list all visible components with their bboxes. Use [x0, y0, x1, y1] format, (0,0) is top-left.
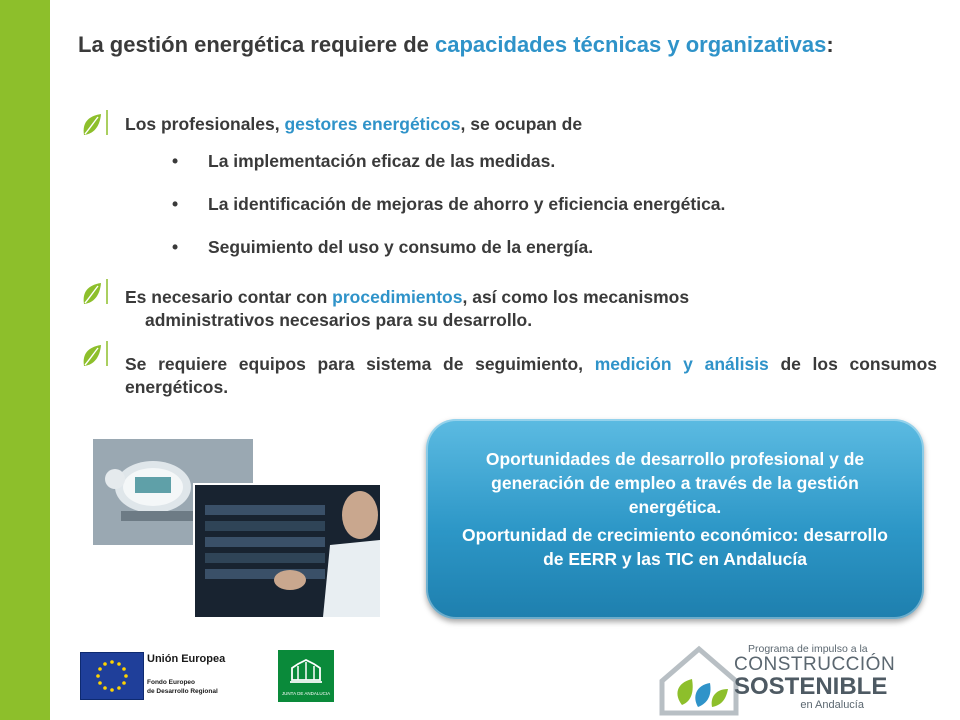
leaf-icon	[80, 276, 110, 306]
leaf-icon	[80, 338, 110, 368]
bullet-icon: •	[172, 151, 179, 171]
eu-logo-text	[147, 652, 257, 696]
bullet-icon: •	[172, 194, 179, 214]
junta-logo-text: JUNTA DE ANDALUCIA	[281, 691, 331, 696]
callout-text-growth: Oportunidad de crecimiento económico: desarrollo de EERR y las TIC en Andalucía	[462, 525, 888, 569]
section-equipment: Se requiere equipos para sistema de seguimiento, medición y análisis de los consumos energéticos.	[125, 354, 938, 397]
callout-text-employment: Oportunidades de desarrollo profesional y de generación de empleo a través de la gestión energética.	[485, 449, 865, 517]
list-item: • La implementación eficaz de las medidas.	[172, 151, 556, 171]
eu-subtitle: Fondo Europeo de Desarrollo Regional	[147, 679, 218, 695]
eu-flag-logo	[80, 652, 144, 700]
section-professionals: Los profesionales, gestores energéticos, se ocupan de	[125, 114, 583, 134]
opportunities-callout	[426, 419, 924, 619]
server-rack-photo	[193, 483, 382, 619]
leaf-icon	[80, 107, 110, 137]
tasks-list	[172, 150, 725, 279]
section-procedures: Es necesario contar con procedimientos, así como los mecanismos administrativos necesarios para su desarrollo.	[125, 287, 690, 330]
slide-title: La gestión energética requiere de capacidades técnicas y organizativas:	[78, 32, 834, 57]
list-item: • La identificación de mejoras de ahorro y eficiencia energética.	[172, 194, 726, 214]
eu-title: Unión Europea	[147, 653, 226, 665]
bullet-icon: •	[172, 237, 179, 257]
construccion-sostenible-logo-text: Programa de impulso a la CONSTRUCCIÓN SOSTENIBLE en Andalucía	[734, 643, 896, 711]
sustainable-house-leaves-icon	[654, 641, 744, 716]
sidebar-accent-bar	[0, 0, 50, 720]
list-item: • Seguimiento del uso y consumo de la energía.	[172, 237, 594, 257]
